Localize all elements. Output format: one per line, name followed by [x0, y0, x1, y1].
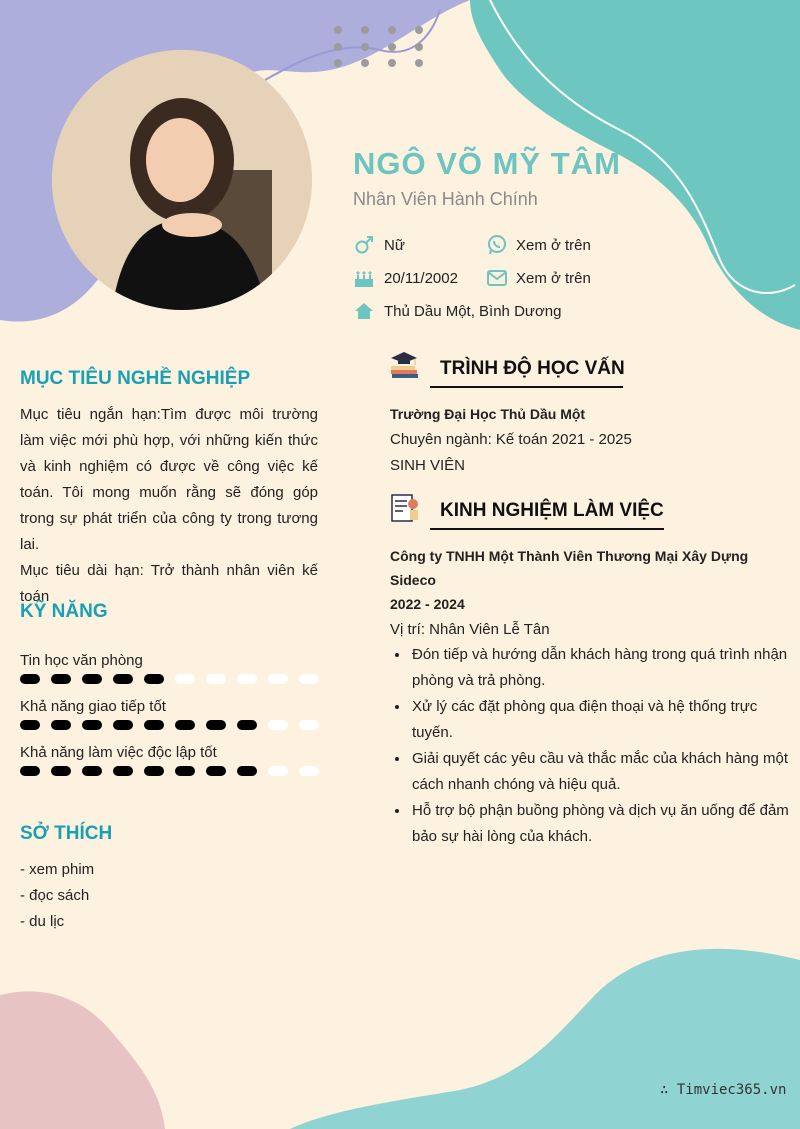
- skill-segment-filled: [82, 766, 102, 776]
- email-icon: [486, 267, 508, 289]
- gender-icon: [353, 234, 375, 256]
- graduation-books-icon: [389, 350, 421, 382]
- skill-segment-filled: [82, 674, 102, 684]
- experience-document-icon: [389, 492, 421, 524]
- skill-segment-filled: [51, 720, 71, 730]
- hobbies-heading: SỞ THÍCH: [20, 823, 113, 844]
- profile-name: NGÔ VÕ MỸ TÂM: [353, 146, 621, 181]
- skills-heading: KỸ NĂNG: [20, 601, 108, 622]
- skill-bar-0: [20, 672, 320, 686]
- skill-segment-filled: [175, 766, 195, 776]
- birthdate-value: 20/11/2002: [384, 270, 458, 287]
- skill-label-1: Khả năng giao tiếp tốt: [20, 698, 166, 715]
- skill-segment-empty: [299, 674, 319, 684]
- duty-item-0: • Đón tiếp và hướng dẫn khách hàng trong quá trình nhận phòng và trả phòng.: [410, 642, 790, 694]
- teal-blob-bottom: [290, 949, 800, 1129]
- skill-segment-filled: [113, 766, 133, 776]
- skill-segment-filled: [206, 720, 226, 730]
- skill-segment-filled: [20, 720, 40, 730]
- skill-segment-filled: [144, 766, 164, 776]
- skill-segment-empty: [299, 766, 319, 776]
- duty-item-2: • Giải quyết các yêu cầu và thắc mắc của khách hàng một cách nhanh chóng và hiệu quả.: [410, 746, 790, 798]
- hobby-item-1: - đọc sách: [20, 887, 90, 904]
- skill-segment-filled: [113, 720, 133, 730]
- skill-segment-filled: [20, 674, 40, 684]
- duty-item-3: • Hỗ trợ bộ phận buồng phòng và dịch vụ ăn uống để đảm bảo sự hài lòng của khách.: [410, 798, 790, 850]
- hobby-item-0: - xem phim: [20, 861, 95, 878]
- skill-segment-empty: [206, 674, 226, 684]
- experience-heading: KINH NGHIỆM LÀM VIỆC: [440, 500, 664, 521]
- avatar: [52, 50, 312, 310]
- education-heading: TRÌNH ĐỘ HỌC VẤN: [440, 358, 625, 379]
- education-underline: [430, 386, 623, 388]
- career-heading: MỤC TIÊU NGHỀ NGHIỆP: [20, 368, 251, 389]
- footer-brand: [660, 1082, 786, 1098]
- experience-position: Vị trí: Nhân Viên Lễ Tân: [390, 621, 550, 638]
- experience-underline: [430, 528, 664, 530]
- skill-bar-1: [20, 718, 320, 732]
- profile-title: Nhân Viên Hành Chính: [353, 189, 538, 209]
- skill-segment-empty: [237, 674, 257, 684]
- email-value: Xem ở trên: [516, 270, 591, 287]
- skill-segment-filled: [175, 720, 195, 730]
- experience-duties: [390, 642, 790, 850]
- skill-segment-empty: [175, 674, 195, 684]
- skill-segment-filled: [51, 674, 71, 684]
- education-status: SINH VIÊN: [390, 457, 466, 474]
- skill-label-0: Tin học văn phòng: [20, 652, 143, 669]
- skill-segment-filled: [144, 720, 164, 730]
- skill-segment-empty: [268, 674, 288, 684]
- skill-segment-filled: [237, 766, 257, 776]
- pink-blob: [0, 991, 165, 1129]
- skill-segment-filled: [113, 674, 133, 684]
- education-major: Chuyên ngành: Kế toán 2021 - 2025: [390, 431, 632, 448]
- short-term-goal: Mục tiêu ngắn hạn:Tìm được môi trường làm việc mới phù hợp, với những kiến thức và kinh nghiệm có được về công việc kế toán. Tôi mong muốn rằng sẽ đóng góp trong sự phát triển của công ty trong tương lai.: [20, 406, 318, 553]
- skill-segment-empty: [268, 720, 288, 730]
- gender-value: Nữ: [384, 237, 405, 254]
- address-value: Thủ Dầu Một, Bình Dương: [384, 303, 562, 320]
- home-icon: [353, 300, 375, 322]
- brand-text: Timviec365.vn: [676, 1082, 787, 1098]
- birthday-cake-icon: [353, 267, 375, 289]
- long-term-goal: Mục tiêu dài hạn: Trở thành nhân viên kế toán: [20, 562, 318, 605]
- phone-value: Xem ở trên: [516, 237, 591, 254]
- skill-segment-empty: [268, 766, 288, 776]
- career-objective: [20, 402, 318, 610]
- skill-segment-filled: [51, 766, 71, 776]
- experience-period: 2022 - 2024: [390, 596, 465, 612]
- skill-segment-filled: [206, 766, 226, 776]
- brand-mark-icon: ∴: [660, 1082, 677, 1098]
- skill-segment-filled: [144, 674, 164, 684]
- whatsapp-icon: [486, 234, 508, 256]
- skill-bar-2: [20, 764, 320, 778]
- duty-item-1: • Xử lý các đặt phòng qua điện thoại và hệ thống trực tuyến.: [410, 694, 790, 746]
- experience-company: Công ty TNHH Một Thành Viên Thương Mại Xây Dựng Sideco: [390, 548, 749, 588]
- skill-segment-filled: [20, 766, 40, 776]
- skill-segment-filled: [237, 720, 257, 730]
- hobby-item-2: - du lịc: [20, 913, 65, 930]
- skill-segment-empty: [299, 720, 319, 730]
- skill-label-2: Khả năng làm việc độc lập tốt: [20, 744, 217, 761]
- education-school: Trường Đại Học Thủ Dầu Một: [390, 406, 586, 422]
- skill-segment-filled: [82, 720, 102, 730]
